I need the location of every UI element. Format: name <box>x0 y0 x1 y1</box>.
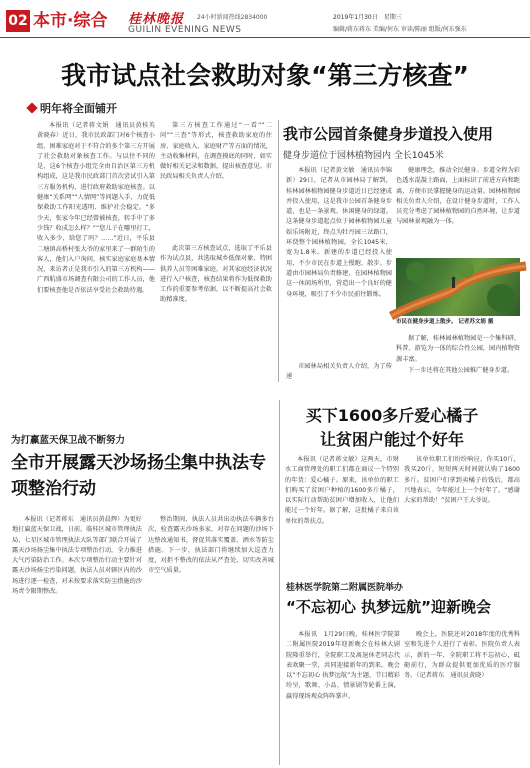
subhead-marker-icon <box>26 102 37 113</box>
column-divider <box>278 120 279 382</box>
newspaper-logo: 桂林晚报 <box>128 12 185 27</box>
story4-body-col2: 整治期间，执法人员共出动执法车辆多台次，检查露天沙场多家，对存在问题的沙场下达整改通知书，督促其落实覆盖、洒水等防尘措施。下一步，执法部门将继续加大巡查力度，对拒不整改的依法从严查处，切实改善城市空气质量。 <box>148 516 274 575</box>
story1-subhead: 明年将全面铺开 <box>40 102 117 115</box>
story1-headline: 我市试点社会救助对象“第三方核查” <box>61 61 469 90</box>
column-divider <box>279 400 280 765</box>
story3-body-col1: 本报讯（记者蒋文敏）这两天，市财水工商管理处的职工们都在商议一个特别的年货：爱心橘子。原来，该单位的职工们购买了贫困户种植的1600多斤橘子，以实际行动帮助贫困户增加收入，让他们能过一个好年。据了解，这批橘子来自该单位的帮扶点。 <box>285 456 399 525</box>
section-number-badge: 02 <box>6 10 30 32</box>
story2-body-col2: 健康理念，推动全民健身。步道全程为彩色透水混凝土路面，上面标识了前进方向和距离，方便市民掌握健身的运动量。园林植物园相关负责人介绍，在设计健身步道时，工作人员充分考虑了园林植物园的自然环境，让步道与园林景观融为一体。 <box>396 167 520 226</box>
story1-body-col3: 此次第三方核查试点，选取了平乐县作为试点县，共选取城乡低保对象、特困供养人员等困难家庭，对其家庭经济状况进行入户核查，核查结果将作为低保救助工作的重要参考依据，以不断提高社会救助精准度。 <box>160 245 272 304</box>
story2-subhead: 健身步道位于园林植物园内 全长1045米 <box>283 151 444 161</box>
story4-body-col1: 本报讯（记者蒋东 通讯员黄晨辉）为更好地打赢蓝天保卫战，日前，临桂区城市管理执法局、七星区城市管理执法大队等部门联合开展了露天沙场扬尘集中执法专项整治行动，全力推进大气污染防治工作。本次专项整治行动主要针对露天沙场扬尘污染问题，执法人员对辖区内的沙场进行逐一检查，对未按要求落实防尘措施的沙场责令限期整改。 <box>12 516 142 596</box>
story2-photo-caption: 市民在健身步道上散步。 记者苏文娟 摄 <box>396 319 494 325</box>
story1-body-col2: 第三方核查工作通过“一看”“二问”“三查”等形式，核查救助家庭的住房、家庭收入、家庭财产等方面的情况，主动收集材料，在调查摸底的同时，如实做好相关记录和数据，提出核查意见。市民政局相关负责人介绍， <box>160 122 272 181</box>
dateline: 2019年1月30日 星期三 <box>333 14 402 21</box>
story2-body-col3: 据了解，桂林园林植物园是一个集科研、科普、游览为一体的综合性公园，园内植物资源丰富。 <box>396 335 520 363</box>
story4-headline: 全市开展露天沙场扬尘集中执法专项整治行动 <box>11 453 266 499</box>
story2-body-col1: 本报讯（记者黄文敏 通讯员李锦新）29日，记者从市园林局了解到，桂林园林植物园健身步道近日已经建成并投入使用，这是我市公园首条健身步道，也是一条景观、休闲健身的绿道。这条健身步道起点位于园林植物园儿童娱乐场附近，终点为牡丹园三岔路口，环绕整个园林植物园，全长1045米，宽为1.8米。新建的步道已经投入使用，不少市民在步道上慢跑、散步。步道由市园林局负责修建，在园林植物园这一休闲场所里，营造出一个良好的健身环境，吸引了不少市民前往锻炼。 <box>286 167 392 298</box>
newspaper-logo-english: GUILIN EVENING NEWS <box>128 25 242 35</box>
story3-body-col2: 该单位职工们纷纷响应，你买10斤，我买20斤，短短两天时间就认购了1600多斤。贫困户们拿到卖橘子的钱后，都高兴地表示，今年能过上一个好年了。“感谢大家的帮助！”贫困户王大爷说。 <box>404 456 520 505</box>
newsline: 24小时新闻热线2834000 <box>197 14 268 21</box>
section-title: 本市·综合 <box>33 11 108 31</box>
story3-headline: 买下1600多斤爱心橘子 让贫困户能过个好年 <box>305 406 479 449</box>
story5-body-col1: 本报讯 1月29日晚，桂林医学院第二附属医院2019年迎新晚会在桂林大剧院隆重举行，全院职工及离退休老同志代表欢聚一堂，共同迎接新年的到来。晚会以“不忘初心 执梦远航”为主题，节目精彩纷呈，歌舞、小品、情景剧等轮番上演，赢得现场观众阵阵掌声。 <box>286 631 400 700</box>
story5-headline: “不忘初心 执梦远航”迎新晚会 <box>286 598 491 616</box>
story2-body-col4: 市园林局相关负责人介绍，为了传递 <box>286 363 392 381</box>
story5-body-col2: 晚会上，医院还对2018年度的优秀科室和先进个人进行了表彰。医院负责人表示，新的一年，全院职工将不忘初心，砥砺前行，为群众提供更加优质的医疗服务。（记者蒋东 通讯员黄晓） <box>404 631 520 680</box>
story2-photo <box>396 258 520 316</box>
editor-credits: 编辑/蒋东蒋东 美编/何东 审读/陈丽 组版/何东强东 <box>333 26 467 33</box>
story5-kicker: 桂林医学院第二附属医院举办 <box>286 583 404 593</box>
park-path-photo <box>396 258 520 316</box>
story1-body-col1: 本报讯（记者蒋文娟 通讯员黄桂英 黄晓春）近日，我市民政部门对6个核查小组、困难家庭对于不符合的多个第三方开展了社会救助对象核查工作。与以往不同的是，这6个核查小组完全由自治区第三方机构组成，这是我市民政部门首次尝试引入第三方服务机构，进行政府救助家庭核查。以健康“关系网”“人情网”等问题入手，力促低保救助工作阳光透明、维护社会稳定。“多少天，张家今年已经曾被核查，转手中了多少钱？收成怎么样？”“您儿子在哪里打工，收入多少，给您了吗？……”近日，平乐县二塘镇高桥村张大爷的家里来了一群陌生的客人，他们入户询问、核实家庭家庭基本情况，来访者正是我市引入的第三方机构——广西航盛市场调查有限公司的工作人员，他们要核查他是否依法享受社会救助待遇。 <box>37 122 162 294</box>
story2-body-col5: 下一步还将在其他公园推广健身步道。 <box>408 367 514 374</box>
story2-headline: 我市公园首条健身步道投入使用 <box>283 125 494 143</box>
masthead <box>0 0 530 38</box>
story4-kicker: 为打赢蓝天保卫战不断努力 <box>11 435 126 446</box>
